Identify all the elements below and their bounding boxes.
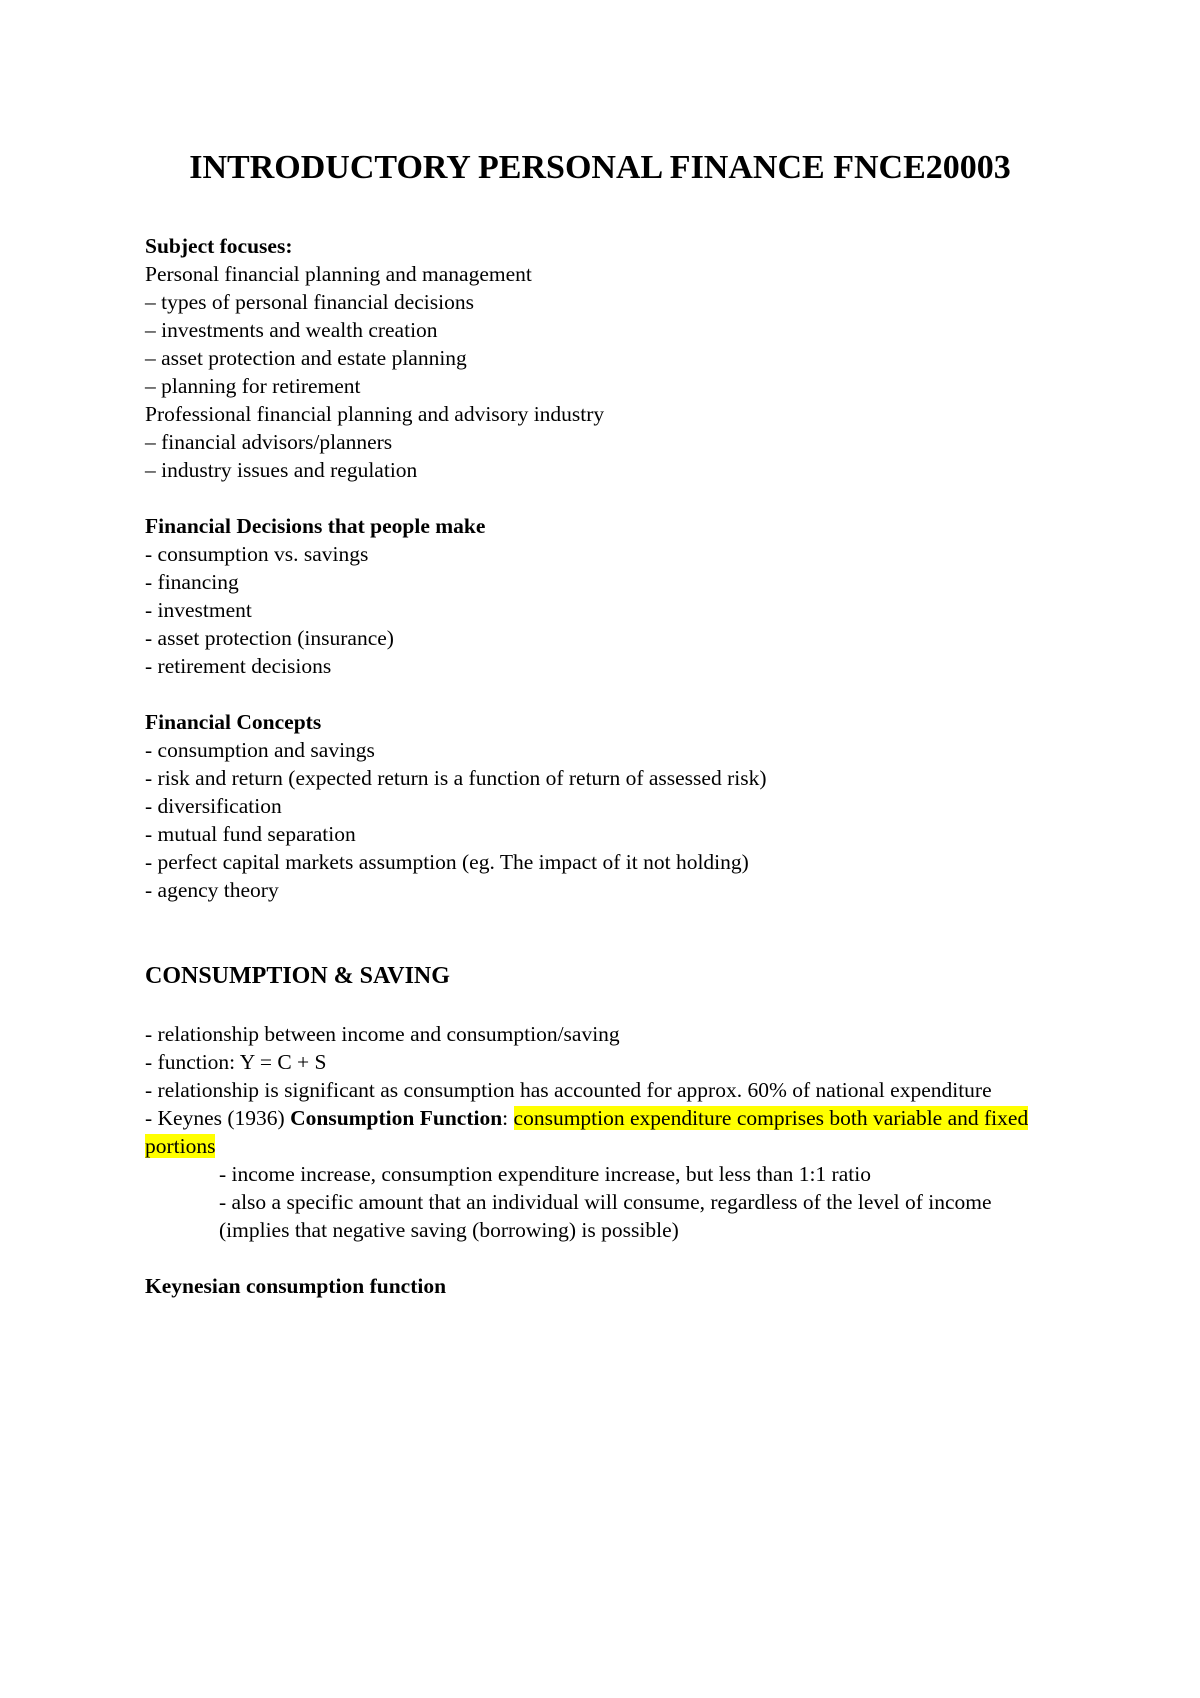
financial-decision-item: - financing (145, 570, 239, 594)
consumption-saving-section (145, 960, 1065, 1300)
consumption-saving-item: - relationship is significant as consumption has accounted for approx. 60% of national expenditure (145, 1078, 992, 1102)
keynes-colon: : (502, 1106, 514, 1130)
financial-decision-item: - consumption vs. savings (145, 542, 369, 566)
document-title: INTRODUCTORY PERSONAL FINANCE FNCE20003 (189, 149, 1011, 186)
consumption-saving-item: - function: Y = C + S (145, 1050, 327, 1074)
subject-focus-item: – industry issues and regulation (145, 458, 418, 482)
financial-decisions-section (145, 512, 1065, 680)
subject-focuses-heading: Subject focuses: (145, 234, 293, 258)
financial-decision-item: - investment (145, 598, 252, 622)
financial-decision-item: - retirement decisions (145, 654, 332, 678)
subject-focus-item: – types of personal financial decisions (145, 290, 474, 314)
financial-concepts-section (145, 708, 1065, 904)
consumption-sub-item: - income increase, consumption expenditure increase, but less than 1:1 ratio (219, 1162, 871, 1186)
keynesian-consumption-function-heading: Keynesian consumption function (145, 1274, 447, 1298)
consumption-saving-item: - relationship between income and consumption/saving (145, 1022, 620, 1046)
financial-concept-item: - perfect capital markets assumption (eg. The impact of it not holding) (145, 850, 749, 874)
subject-focus-item: – planning for retirement (145, 374, 361, 398)
financial-concept-item: - risk and return (expected return is a function of return of assessed risk) (145, 766, 767, 790)
keynes-consumption-function-item (145, 1104, 1065, 1160)
financial-concepts-heading: Financial Concepts (145, 710, 322, 734)
subject-focuses-section (145, 232, 1065, 484)
financial-concept-item: - diversification (145, 794, 282, 818)
subject-focus-item: Professional financial planning and advisory industry (145, 402, 605, 426)
highlighted-definition: consumption expenditure comprises both variable and fixed portions (145, 1106, 1029, 1158)
document-body (145, 232, 1065, 1300)
subject-focus-item: – investments and wealth creation (145, 318, 438, 342)
spacer (145, 992, 1065, 1020)
keynes-prefix: - Keynes (1936) (145, 1106, 291, 1130)
financial-decisions-heading: Financial Decisions that people make (145, 514, 486, 538)
financial-concept-item: - consumption and savings (145, 738, 375, 762)
subject-focus-item: Personal financial planning and management (145, 262, 532, 286)
financial-concept-item: - mutual fund separation (145, 822, 356, 846)
subject-focus-item: – financial advisors/planners (145, 430, 393, 454)
spacer (145, 484, 1065, 512)
financial-decision-item: - asset protection (insurance) (145, 626, 394, 650)
spacer (145, 904, 1065, 960)
spacer (145, 680, 1065, 708)
financial-concept-item: - agency theory (145, 878, 279, 902)
consumption-saving-heading: CONSUMPTION & SAVING (145, 963, 450, 989)
consumption-sub-item: - also a specific amount that an individual will consume, regardless of the level of income (implies that negative saving (borrowing) is possible) (219, 1190, 992, 1242)
subject-focus-item: – asset protection and estate planning (145, 346, 467, 370)
consumption-function-term: Consumption Function (290, 1106, 503, 1130)
spacer (145, 1244, 1065, 1272)
